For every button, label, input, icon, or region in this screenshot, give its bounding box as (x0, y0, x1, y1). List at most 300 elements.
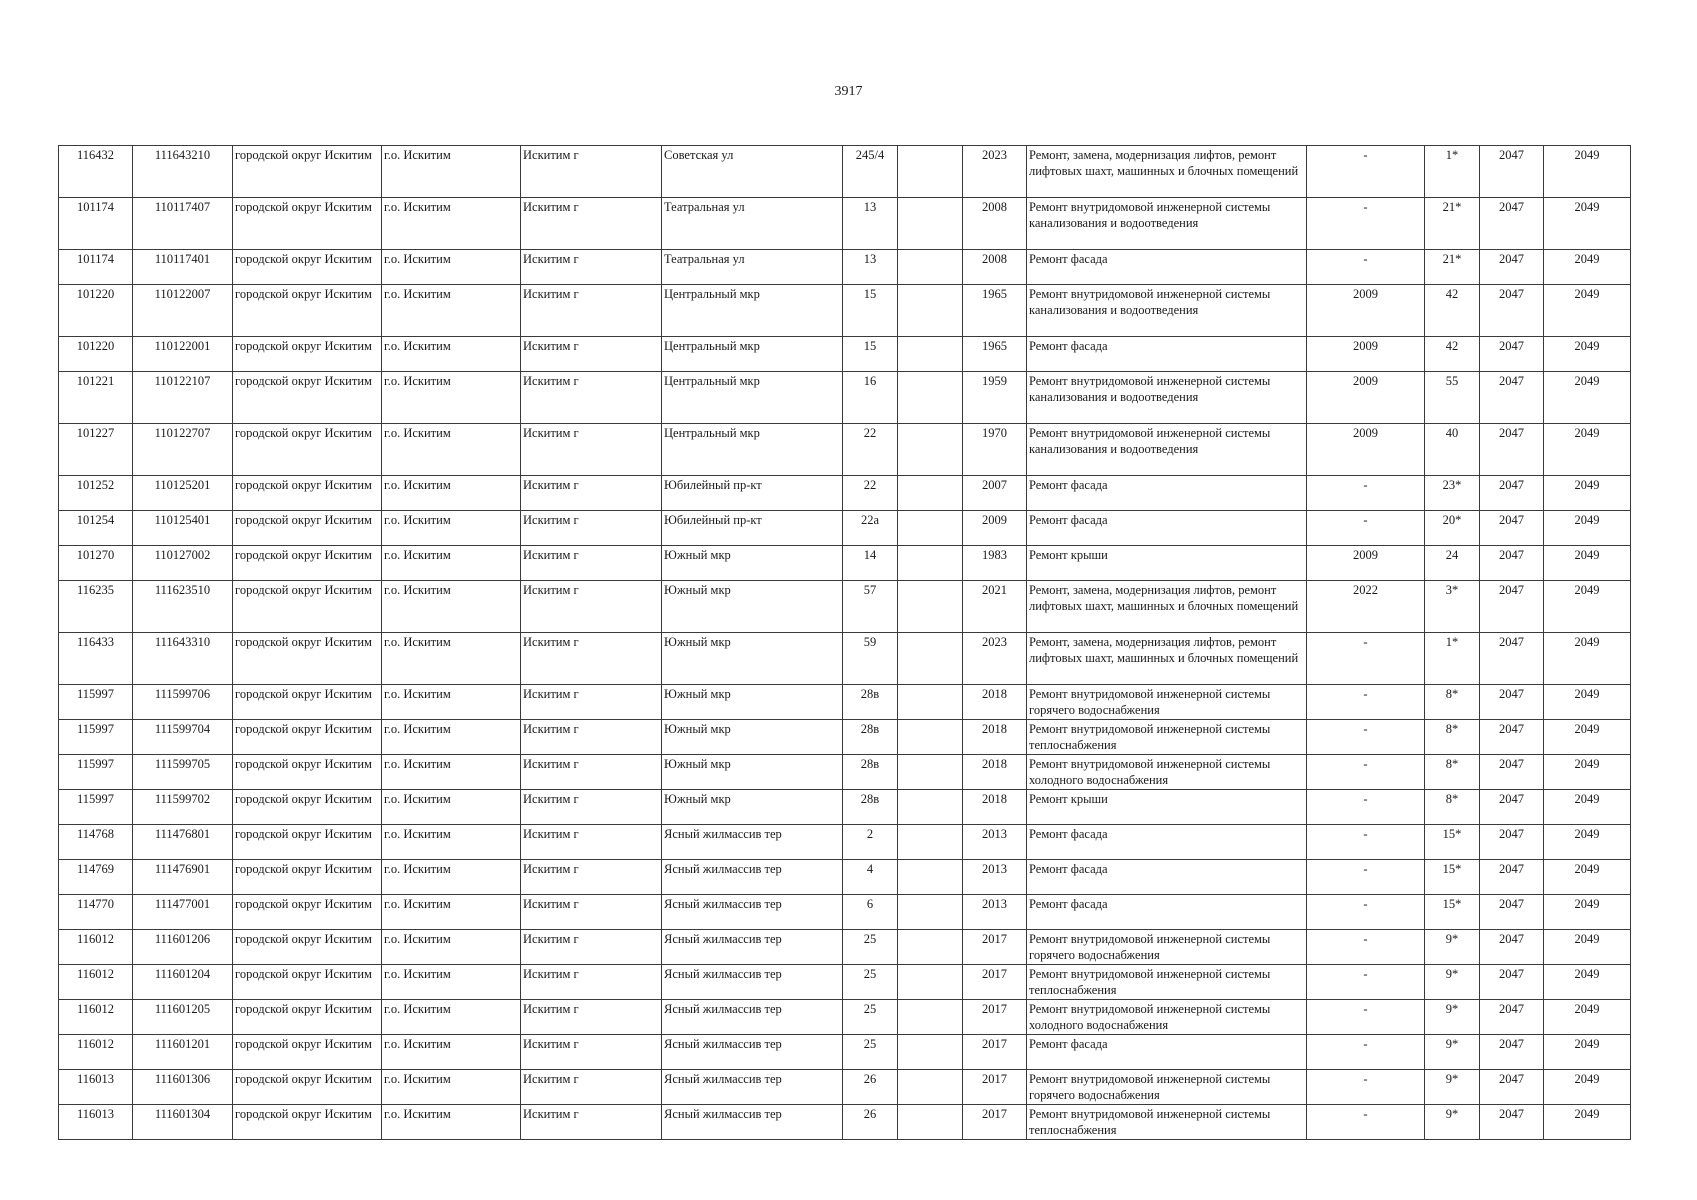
cell-plan-start-year: 2047 (1480, 146, 1544, 198)
cell-house-code: 114770 (59, 895, 133, 930)
cell-work-type: Ремонт внутридомовой инженерной системы теплоснабжения (1027, 720, 1307, 755)
cell-settlement: Искитим г (521, 1000, 662, 1035)
cell-building (898, 1000, 963, 1035)
cell-house-number: 22а (843, 511, 898, 546)
cell-settlement: Искитим г (521, 965, 662, 1000)
cell-settlement: Искитим г (521, 424, 662, 476)
cell-work-code: 110127002 (133, 546, 233, 581)
cell-work-code: 111476901 (133, 860, 233, 895)
cell-last-repair-year: - (1307, 511, 1425, 546)
cell-last-repair-year: 2009 (1307, 285, 1425, 337)
cell-settlement: Искитим г (521, 825, 662, 860)
cell-plan-start-year: 2047 (1480, 825, 1544, 860)
cell-building (898, 146, 963, 198)
cell-settlement: Искитим г (521, 285, 662, 337)
cell-work-type: Ремонт, замена, модернизация лифтов, ремонт лифтовых шахт, машинных и блочных помещений (1027, 581, 1307, 633)
cell-house-number: 6 (843, 895, 898, 930)
cell-built-year: 2017 (963, 930, 1027, 965)
cell-municipal-short: г.о. Искитим (382, 1000, 521, 1035)
cell-plan-end-year: 2049 (1544, 755, 1631, 790)
cell-work-code: 111601304 (133, 1105, 233, 1140)
cell-municipal-short: г.о. Искитим (382, 285, 521, 337)
cell-house-number: 245/4 (843, 146, 898, 198)
cell-municipality: городской округ Искитим (233, 1070, 382, 1105)
cell-last-repair-year: - (1307, 1070, 1425, 1105)
cell-work-code: 111599705 (133, 755, 233, 790)
cell-wear-percent: 23* (1425, 476, 1480, 511)
table-row (59, 1070, 1631, 1105)
cell-building (898, 476, 963, 511)
cell-wear-percent: 1* (1425, 633, 1480, 685)
cell-building (898, 720, 963, 755)
cell-house-number: 28в (843, 720, 898, 755)
cell-settlement: Искитим г (521, 755, 662, 790)
cell-house-number: 22 (843, 476, 898, 511)
cell-house-code: 115997 (59, 685, 133, 720)
cell-last-repair-year: - (1307, 633, 1425, 685)
cell-house-code: 114769 (59, 860, 133, 895)
cell-work-code: 110122001 (133, 337, 233, 372)
cell-house-code: 116433 (59, 633, 133, 685)
cell-wear-percent: 15* (1425, 895, 1480, 930)
table-row (59, 581, 1631, 633)
cell-street: Юбилейный пр-кт (662, 476, 843, 511)
cell-house-number: 13 (843, 198, 898, 250)
table-row (59, 424, 1631, 476)
cell-last-repair-year: - (1307, 1035, 1425, 1070)
table-row (59, 250, 1631, 285)
cell-built-year: 2018 (963, 790, 1027, 825)
cell-plan-end-year: 2049 (1544, 581, 1631, 633)
cell-work-code: 111601201 (133, 1035, 233, 1070)
cell-plan-end-year: 2049 (1544, 633, 1631, 685)
cell-built-year: 2008 (963, 250, 1027, 285)
cell-settlement: Искитим г (521, 685, 662, 720)
cell-built-year: 2007 (963, 476, 1027, 511)
cell-street: Театральная ул (662, 250, 843, 285)
cell-street: Южный мкр (662, 581, 843, 633)
cell-building (898, 633, 963, 685)
cell-built-year: 2018 (963, 685, 1027, 720)
cell-plan-end-year: 2049 (1544, 1105, 1631, 1140)
cell-plan-end-year: 2049 (1544, 250, 1631, 285)
cell-last-repair-year: - (1307, 1105, 1425, 1140)
cell-work-code: 110117407 (133, 198, 233, 250)
cell-street: Театральная ул (662, 198, 843, 250)
cell-municipality: городской округ Искитим (233, 1000, 382, 1035)
cell-house-number: 28в (843, 755, 898, 790)
table-row (59, 337, 1631, 372)
cell-house-code: 116012 (59, 965, 133, 1000)
table-row (59, 1000, 1631, 1035)
cell-wear-percent: 15* (1425, 860, 1480, 895)
cell-house-code: 116235 (59, 581, 133, 633)
cell-municipal-short: г.о. Искитим (382, 476, 521, 511)
cell-last-repair-year: - (1307, 250, 1425, 285)
cell-municipal-short: г.о. Искитим (382, 546, 521, 581)
cell-house-number: 28в (843, 685, 898, 720)
cell-municipality: городской округ Искитим (233, 337, 382, 372)
cell-building (898, 250, 963, 285)
cell-work-type: Ремонт внутридомовой инженерной системы канализования и водоотведения (1027, 424, 1307, 476)
cell-house-code: 101174 (59, 198, 133, 250)
cell-work-code: 110122107 (133, 372, 233, 424)
cell-wear-percent: 9* (1425, 1105, 1480, 1140)
cell-plan-end-year: 2049 (1544, 1070, 1631, 1105)
cell-built-year: 2023 (963, 633, 1027, 685)
cell-last-repair-year: - (1307, 720, 1425, 755)
cell-street: Ясный жилмассив тер (662, 965, 843, 1000)
page-number: 3917 (834, 84, 863, 99)
cell-house-code: 115997 (59, 755, 133, 790)
cell-built-year: 1959 (963, 372, 1027, 424)
cell-work-type: Ремонт внутридомовой инженерной системы канализования и водоотведения (1027, 372, 1307, 424)
cell-street: Ясный жилмассив тер (662, 1105, 843, 1140)
cell-settlement: Искитим г (521, 790, 662, 825)
cell-work-code: 111643210 (133, 146, 233, 198)
cell-building (898, 337, 963, 372)
table-row (59, 860, 1631, 895)
cell-municipal-short: г.о. Искитим (382, 895, 521, 930)
cell-settlement: Искитим г (521, 720, 662, 755)
cell-municipality: городской округ Искитим (233, 250, 382, 285)
cell-street: Ясный жилмассив тер (662, 1070, 843, 1105)
cell-plan-end-year: 2049 (1544, 546, 1631, 581)
cell-building (898, 581, 963, 633)
table-row (59, 546, 1631, 581)
cell-street: Южный мкр (662, 546, 843, 581)
cell-plan-end-year: 2049 (1544, 1000, 1631, 1035)
cell-house-number: 26 (843, 1070, 898, 1105)
cell-settlement: Искитим г (521, 146, 662, 198)
cell-municipal-short: г.о. Искитим (382, 1105, 521, 1140)
cell-municipal-short: г.о. Искитим (382, 1035, 521, 1070)
cell-street: Ясный жилмассив тер (662, 1000, 843, 1035)
cell-house-number: 25 (843, 1000, 898, 1035)
cell-work-type: Ремонт фасада (1027, 337, 1307, 372)
cell-municipal-short: г.о. Искитим (382, 633, 521, 685)
cell-wear-percent: 15* (1425, 825, 1480, 860)
cell-wear-percent: 9* (1425, 930, 1480, 965)
cell-built-year: 2009 (963, 511, 1027, 546)
cell-municipal-short: г.о. Искитим (382, 685, 521, 720)
cell-municipal-short: г.о. Искитим (382, 790, 521, 825)
cell-built-year: 2017 (963, 1070, 1027, 1105)
cell-built-year: 2017 (963, 965, 1027, 1000)
cell-municipality: городской округ Искитим (233, 633, 382, 685)
cell-built-year: 2017 (963, 1105, 1027, 1140)
cell-work-type: Ремонт внутридомовой инженерной системы горячего водоснабжения (1027, 1070, 1307, 1105)
cell-house-code: 115997 (59, 720, 133, 755)
cell-house-number: 14 (843, 546, 898, 581)
cell-last-repair-year: - (1307, 965, 1425, 1000)
cell-work-type: Ремонт фасада (1027, 250, 1307, 285)
cell-municipality: городской округ Искитим (233, 860, 382, 895)
cell-building (898, 198, 963, 250)
cell-plan-start-year: 2047 (1480, 285, 1544, 337)
cell-municipal-short: г.о. Искитим (382, 372, 521, 424)
cell-work-code: 111643310 (133, 633, 233, 685)
cell-work-type: Ремонт внутридомовой инженерной системы канализования и водоотведения (1027, 285, 1307, 337)
cell-municipal-short: г.о. Искитим (382, 720, 521, 755)
cell-work-code: 111599702 (133, 790, 233, 825)
repair-register-table (58, 145, 1631, 1140)
cell-work-type: Ремонт внутридомовой инженерной системы горячего водоснабжения (1027, 685, 1307, 720)
cell-house-number: 2 (843, 825, 898, 860)
cell-municipality: городской округ Искитим (233, 825, 382, 860)
cell-municipal-short: г.о. Искитим (382, 1070, 521, 1105)
cell-plan-end-year: 2049 (1544, 790, 1631, 825)
cell-work-code: 111601205 (133, 1000, 233, 1035)
table-row (59, 1035, 1631, 1070)
cell-building (898, 511, 963, 546)
cell-wear-percent: 55 (1425, 372, 1480, 424)
table-row (59, 372, 1631, 424)
cell-municipal-short: г.о. Искитим (382, 965, 521, 1000)
cell-street: Южный мкр (662, 633, 843, 685)
cell-plan-end-year: 2049 (1544, 825, 1631, 860)
cell-settlement: Искитим г (521, 860, 662, 895)
cell-work-code: 111623510 (133, 581, 233, 633)
cell-municipality: городской округ Искитим (233, 685, 382, 720)
cell-house-number: 28в (843, 790, 898, 825)
cell-building (898, 790, 963, 825)
cell-plan-start-year: 2047 (1480, 685, 1544, 720)
register-body (59, 146, 1631, 1140)
cell-work-code: 110122007 (133, 285, 233, 337)
cell-built-year: 2018 (963, 720, 1027, 755)
cell-last-repair-year: 2009 (1307, 424, 1425, 476)
cell-settlement: Искитим г (521, 1070, 662, 1105)
table-row (59, 1105, 1631, 1140)
cell-building (898, 1070, 963, 1105)
cell-street: Ясный жилмассив тер (662, 825, 843, 860)
cell-house-code: 116012 (59, 1035, 133, 1070)
cell-house-code: 116012 (59, 930, 133, 965)
cell-wear-percent: 1* (1425, 146, 1480, 198)
cell-plan-start-year: 2047 (1480, 511, 1544, 546)
cell-last-repair-year: - (1307, 930, 1425, 965)
cell-plan-start-year: 2047 (1480, 1105, 1544, 1140)
table-row (59, 685, 1631, 720)
cell-house-code: 114768 (59, 825, 133, 860)
cell-building (898, 685, 963, 720)
cell-plan-start-year: 2047 (1480, 250, 1544, 285)
cell-municipal-short: г.о. Искитим (382, 825, 521, 860)
cell-work-type: Ремонт фасада (1027, 1035, 1307, 1070)
cell-street: Центральный мкр (662, 337, 843, 372)
cell-municipal-short: г.о. Искитим (382, 424, 521, 476)
cell-built-year: 1965 (963, 337, 1027, 372)
cell-work-type: Ремонт, замена, модернизация лифтов, ремонт лифтовых шахт, машинных и блочных помещений (1027, 633, 1307, 685)
cell-wear-percent: 21* (1425, 198, 1480, 250)
cell-settlement: Искитим г (521, 895, 662, 930)
cell-work-code: 111476801 (133, 825, 233, 860)
cell-plan-start-year: 2047 (1480, 720, 1544, 755)
cell-street: Ясный жилмассив тер (662, 860, 843, 895)
cell-settlement: Искитим г (521, 511, 662, 546)
cell-built-year: 1965 (963, 285, 1027, 337)
cell-house-number: 57 (843, 581, 898, 633)
cell-settlement: Искитим г (521, 1105, 662, 1140)
cell-settlement: Искитим г (521, 372, 662, 424)
cell-house-code: 116013 (59, 1105, 133, 1140)
cell-house-number: 16 (843, 372, 898, 424)
cell-wear-percent: 40 (1425, 424, 1480, 476)
cell-last-repair-year: - (1307, 860, 1425, 895)
cell-settlement: Искитим г (521, 337, 662, 372)
cell-work-type: Ремонт внутридомовой инженерной системы теплоснабжения (1027, 1105, 1307, 1140)
cell-built-year: 2018 (963, 755, 1027, 790)
cell-municipal-short: г.о. Искитим (382, 337, 521, 372)
cell-house-code: 101227 (59, 424, 133, 476)
cell-municipal-short: г.о. Искитим (382, 511, 521, 546)
cell-street: Ясный жилмассив тер (662, 930, 843, 965)
cell-street: Центральный мкр (662, 372, 843, 424)
cell-work-code: 111601204 (133, 965, 233, 1000)
cell-wear-percent: 8* (1425, 685, 1480, 720)
cell-street: Южный мкр (662, 755, 843, 790)
cell-plan-start-year: 2047 (1480, 581, 1544, 633)
cell-work-code: 110125201 (133, 476, 233, 511)
cell-work-code: 110117401 (133, 250, 233, 285)
cell-wear-percent: 24 (1425, 546, 1480, 581)
cell-municipality: городской округ Искитим (233, 1035, 382, 1070)
cell-work-type: Ремонт внутридомовой инженерной системы горячего водоснабжения (1027, 930, 1307, 965)
cell-settlement: Искитим г (521, 250, 662, 285)
cell-built-year: 2013 (963, 895, 1027, 930)
cell-work-type: Ремонт фасада (1027, 476, 1307, 511)
cell-house-number: 25 (843, 1035, 898, 1070)
cell-plan-start-year: 2047 (1480, 476, 1544, 511)
cell-house-code: 115997 (59, 790, 133, 825)
cell-work-code: 111599706 (133, 685, 233, 720)
cell-work-code: 111477001 (133, 895, 233, 930)
cell-street: Советская ул (662, 146, 843, 198)
cell-building (898, 930, 963, 965)
table-row (59, 755, 1631, 790)
cell-plan-end-year: 2049 (1544, 198, 1631, 250)
cell-house-code: 101254 (59, 511, 133, 546)
table-row (59, 720, 1631, 755)
cell-municipality: городской округ Искитим (233, 511, 382, 546)
table-row (59, 895, 1631, 930)
cell-street: Ясный жилмассив тер (662, 1035, 843, 1070)
cell-wear-percent: 3* (1425, 581, 1480, 633)
cell-municipal-short: г.о. Искитим (382, 930, 521, 965)
cell-plan-start-year: 2047 (1480, 546, 1544, 581)
cell-work-type: Ремонт крыши (1027, 790, 1307, 825)
cell-house-number: 4 (843, 860, 898, 895)
table-row (59, 285, 1631, 337)
cell-built-year: 2017 (963, 1035, 1027, 1070)
cell-plan-start-year: 2047 (1480, 895, 1544, 930)
cell-plan-start-year: 2047 (1480, 1070, 1544, 1105)
cell-work-type: Ремонт, замена, модернизация лифтов, ремонт лифтовых шахт, машинных и блочных помещений (1027, 146, 1307, 198)
cell-work-type: Ремонт фасада (1027, 860, 1307, 895)
cell-last-repair-year: - (1307, 895, 1425, 930)
cell-municipality: городской округ Искитим (233, 720, 382, 755)
cell-building (898, 755, 963, 790)
cell-plan-end-year: 2049 (1544, 511, 1631, 546)
cell-settlement: Искитим г (521, 633, 662, 685)
cell-work-type: Ремонт фасада (1027, 825, 1307, 860)
table-row (59, 511, 1631, 546)
cell-building (898, 285, 963, 337)
table-row (59, 198, 1631, 250)
cell-municipality: городской округ Искитим (233, 546, 382, 581)
cell-wear-percent: 42 (1425, 337, 1480, 372)
cell-street: Центральный мкр (662, 285, 843, 337)
cell-house-number: 59 (843, 633, 898, 685)
cell-plan-start-year: 2047 (1480, 337, 1544, 372)
cell-work-code: 110125401 (133, 511, 233, 546)
cell-building (898, 965, 963, 1000)
cell-work-type: Ремонт внутридомовой инженерной системы холодного водоснабжения (1027, 755, 1307, 790)
cell-building (898, 1105, 963, 1140)
cell-plan-end-year: 2049 (1544, 285, 1631, 337)
cell-work-code: 110122707 (133, 424, 233, 476)
cell-municipality: городской округ Искитим (233, 198, 382, 250)
cell-municipality: городской округ Искитим (233, 965, 382, 1000)
cell-street: Южный мкр (662, 685, 843, 720)
table-row (59, 633, 1631, 685)
cell-settlement: Искитим г (521, 1035, 662, 1070)
cell-building (898, 1035, 963, 1070)
cell-wear-percent: 9* (1425, 1070, 1480, 1105)
cell-municipal-short: г.о. Искитим (382, 860, 521, 895)
cell-plan-end-year: 2049 (1544, 1035, 1631, 1070)
cell-building (898, 424, 963, 476)
cell-building (898, 895, 963, 930)
cell-house-code: 101252 (59, 476, 133, 511)
cell-municipality: городской округ Искитим (233, 1105, 382, 1140)
cell-house-code: 116432 (59, 146, 133, 198)
cell-plan-end-year: 2049 (1544, 424, 1631, 476)
cell-plan-start-year: 2047 (1480, 424, 1544, 476)
cell-built-year: 2021 (963, 581, 1027, 633)
cell-wear-percent: 9* (1425, 1000, 1480, 1035)
cell-last-repair-year: 2009 (1307, 546, 1425, 581)
cell-street: Юбилейный пр-кт (662, 511, 843, 546)
cell-settlement: Искитим г (521, 930, 662, 965)
cell-wear-percent: 9* (1425, 1035, 1480, 1070)
cell-house-code: 116012 (59, 1000, 133, 1035)
cell-municipal-short: г.о. Искитим (382, 146, 521, 198)
cell-wear-percent: 8* (1425, 755, 1480, 790)
cell-house-number: 26 (843, 1105, 898, 1140)
cell-municipal-short: г.о. Искитим (382, 581, 521, 633)
cell-plan-start-year: 2047 (1480, 1035, 1544, 1070)
cell-last-repair-year: 2009 (1307, 372, 1425, 424)
cell-house-code: 101174 (59, 250, 133, 285)
cell-last-repair-year: 2009 (1307, 337, 1425, 372)
cell-plan-end-year: 2049 (1544, 930, 1631, 965)
cell-wear-percent: 9* (1425, 965, 1480, 1000)
cell-street: Ясный жилмассив тер (662, 895, 843, 930)
cell-house-code: 116013 (59, 1070, 133, 1105)
cell-built-year: 2013 (963, 860, 1027, 895)
cell-municipality: городской округ Искитим (233, 424, 382, 476)
cell-house-code: 101270 (59, 546, 133, 581)
cell-municipality: городской округ Искитим (233, 790, 382, 825)
cell-plan-end-year: 2049 (1544, 720, 1631, 755)
cell-building (898, 372, 963, 424)
cell-work-type: Ремонт внутридомовой инженерной системы канализования и водоотведения (1027, 198, 1307, 250)
cell-built-year: 1983 (963, 546, 1027, 581)
table-row (59, 146, 1631, 198)
cell-house-number: 25 (843, 930, 898, 965)
